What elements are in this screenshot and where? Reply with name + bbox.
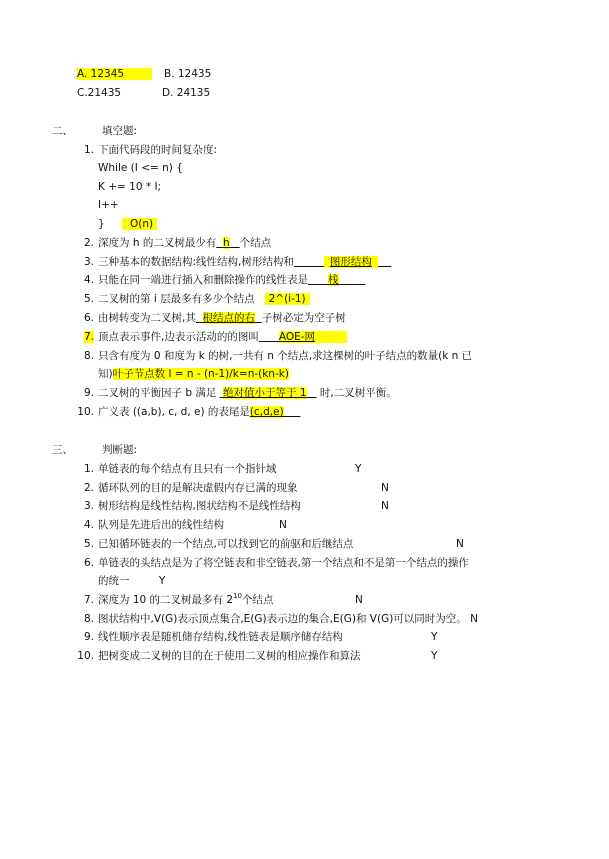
q8-number: 8. — [83, 350, 94, 362]
q3-line — [98, 255, 391, 269]
j8-text: 图状结构中,V(G)表示顶点集合,E(G)表示边的集合,E(G)和 V(G)可以同时为空。 — [98, 613, 467, 625]
j3-answer: N — [381, 500, 389, 512]
q3-blank-right — [378, 256, 391, 268]
j7-number: 7. — [83, 594, 94, 606]
q1-code-line1: While (I <= n) { — [98, 162, 183, 174]
q8-line2 — [98, 367, 289, 381]
q1-text: 下面代码段的时间复杂度: — [98, 144, 218, 156]
j6-line2 — [98, 574, 165, 588]
j7-text-post: 个结点 — [241, 594, 274, 606]
j8-number: 8. — [83, 613, 94, 625]
j2-text: 循环队列的目的是解决虚假内存已满的现象 — [98, 482, 298, 494]
q9-blank-right — [307, 387, 317, 399]
q2-text-post: 个结点 — [239, 237, 272, 249]
j7-answer: N — [355, 594, 363, 606]
q1-code-line4 — [98, 217, 157, 231]
j8-line — [98, 612, 478, 626]
j7-text: 深度为 10 的二叉树最多有 2 — [98, 594, 234, 606]
choice-a-text: A. 12345 — [77, 68, 152, 80]
j2-answer: N — [381, 482, 389, 494]
j1-answer: Y — [355, 463, 362, 475]
q1-answer: O(n) — [122, 218, 157, 230]
q8-answer: 叶子节点数 l = n - (n-1)/k=n-(kn-k) — [112, 368, 289, 380]
q10-answer: (c,d,e) — [249, 406, 284, 418]
j7-line — [98, 593, 273, 607]
q5-number: 5. — [83, 293, 94, 305]
j3-text: 树形结构是线性结构,图状结构不是线性结构 — [98, 500, 301, 512]
choice-b: B. 12435 — [164, 68, 212, 80]
j6-answer: Y — [158, 575, 166, 587]
q4-answer: 栈 — [328, 274, 339, 286]
section3-title: 判断题: — [102, 444, 138, 456]
q5-text: 二叉树的第 i 层最多有多少个结点 — [98, 293, 255, 305]
j10-text: 把树变成二叉树的目的在于使用二叉树的相应操作和算法 — [98, 650, 361, 662]
j8-answer: N — [470, 613, 479, 625]
q6-blank-right — [255, 312, 262, 324]
q1-code-line2: K += 10 * I; — [98, 181, 162, 193]
q7-blank-left — [259, 331, 279, 343]
q9-text-post: 时,二叉树平衡。 — [316, 387, 397, 399]
j5-answer: N — [456, 538, 464, 550]
j6-text: 单链表的头结点是为了将空链表和非空链表,第一个结点和不是第一个结点的操作 — [98, 557, 469, 569]
q3-answer: 图形结构 — [324, 256, 378, 268]
q5-line — [98, 292, 310, 306]
j9-text: 线性顺序表是随机储存结构,线性链表是顺序储存结构 — [98, 631, 343, 643]
j6-number: 6. — [83, 557, 94, 569]
q1-code-brace: } — [98, 218, 105, 230]
q4-number: 4. — [83, 274, 94, 286]
q10-text: 广义表 ((a,b), c, d, e) 的表尾是 — [98, 406, 250, 418]
q9-line — [98, 386, 397, 400]
q7-number — [76, 330, 94, 344]
q1-code-line3: I++ — [98, 199, 119, 211]
q6-blank-left — [196, 312, 203, 324]
q7-text: 顶点表示事件,边表示活动的的图叫 — [98, 331, 259, 343]
q4-text: 只能在同一端进行插入和删除操作的线性表是 — [98, 274, 308, 286]
choice-c: C.21435 — [77, 87, 122, 99]
q9-number: 9. — [83, 387, 94, 399]
q8-line1: 只含有度为 0 和度为 k 的树,一共有 n 个结点,求这棵树的叶子结点的数量(k n 已 — [98, 350, 473, 362]
choice-a — [77, 67, 152, 81]
j9-answer: Y — [431, 631, 438, 643]
q10-blank-right — [284, 406, 301, 418]
j5-number: 5. — [83, 538, 94, 550]
section2-number: 二、 — [52, 125, 73, 137]
j10-number: 10. — [77, 650, 94, 662]
q2-answer: h — [223, 237, 230, 249]
j1-number: 1. — [83, 463, 94, 475]
q9-text: 二叉树的平衡因子 b 满足 — [98, 387, 220, 399]
j4-answer: N — [279, 519, 287, 531]
j3-number: 3. — [83, 500, 94, 512]
q7-answer: AOE-网 — [279, 331, 347, 343]
j7-exponent: 10 — [233, 592, 242, 600]
j2-number: 2. — [83, 482, 94, 494]
j6-text2: 的统一 — [98, 575, 130, 587]
q2-number: 2. — [83, 237, 94, 249]
q10-line — [98, 405, 300, 419]
q3-text: 三种基本的数据结构:线性结构,树形结构和 — [98, 256, 294, 268]
q6-line — [98, 311, 346, 325]
choice-d: D. 24135 — [162, 87, 211, 99]
j1-text: 单链表的每个结点有且只有一个指针域 — [98, 463, 277, 475]
q3-blank-left — [294, 256, 324, 268]
j9-number: 9. — [83, 631, 94, 643]
q7-line — [98, 330, 347, 344]
q2-text: 深度为 h 的二叉树最少有 — [98, 237, 217, 249]
q6-text: 由树转变为二叉树,其 — [98, 312, 196, 324]
q1-number: 1. — [83, 144, 94, 156]
q8-text: 知) — [98, 368, 113, 380]
j4-text: 队列是先进后出的线性结构 — [98, 519, 224, 531]
q2-blank-right — [230, 237, 240, 249]
q10-number: 10. — [77, 406, 94, 418]
q4-blank-left — [308, 274, 328, 286]
section3-number: 三、 — [52, 444, 73, 456]
section2-title: 填空题: — [102, 125, 138, 137]
q6-answer: 根结点的右 — [202, 312, 256, 324]
q3-number: 3. — [83, 256, 94, 268]
q7-number-text: 7. — [83, 331, 94, 343]
q4-line — [98, 273, 365, 287]
q2-line — [98, 236, 271, 250]
q6-number: 6. — [83, 312, 94, 324]
q4-blank-right — [339, 274, 366, 286]
j10-answer: Y — [431, 650, 438, 662]
j4-number: 4. — [83, 519, 94, 531]
q6-text-post: 子树必定为空子树 — [261, 312, 346, 324]
j5-text: 已知循环链表的一个结点,可以找到它的前驱和后继结点 — [98, 538, 354, 550]
q9-answer: 绝对值小于等于 1 — [223, 387, 307, 399]
q5-answer: 2^(i-1) — [265, 293, 310, 305]
